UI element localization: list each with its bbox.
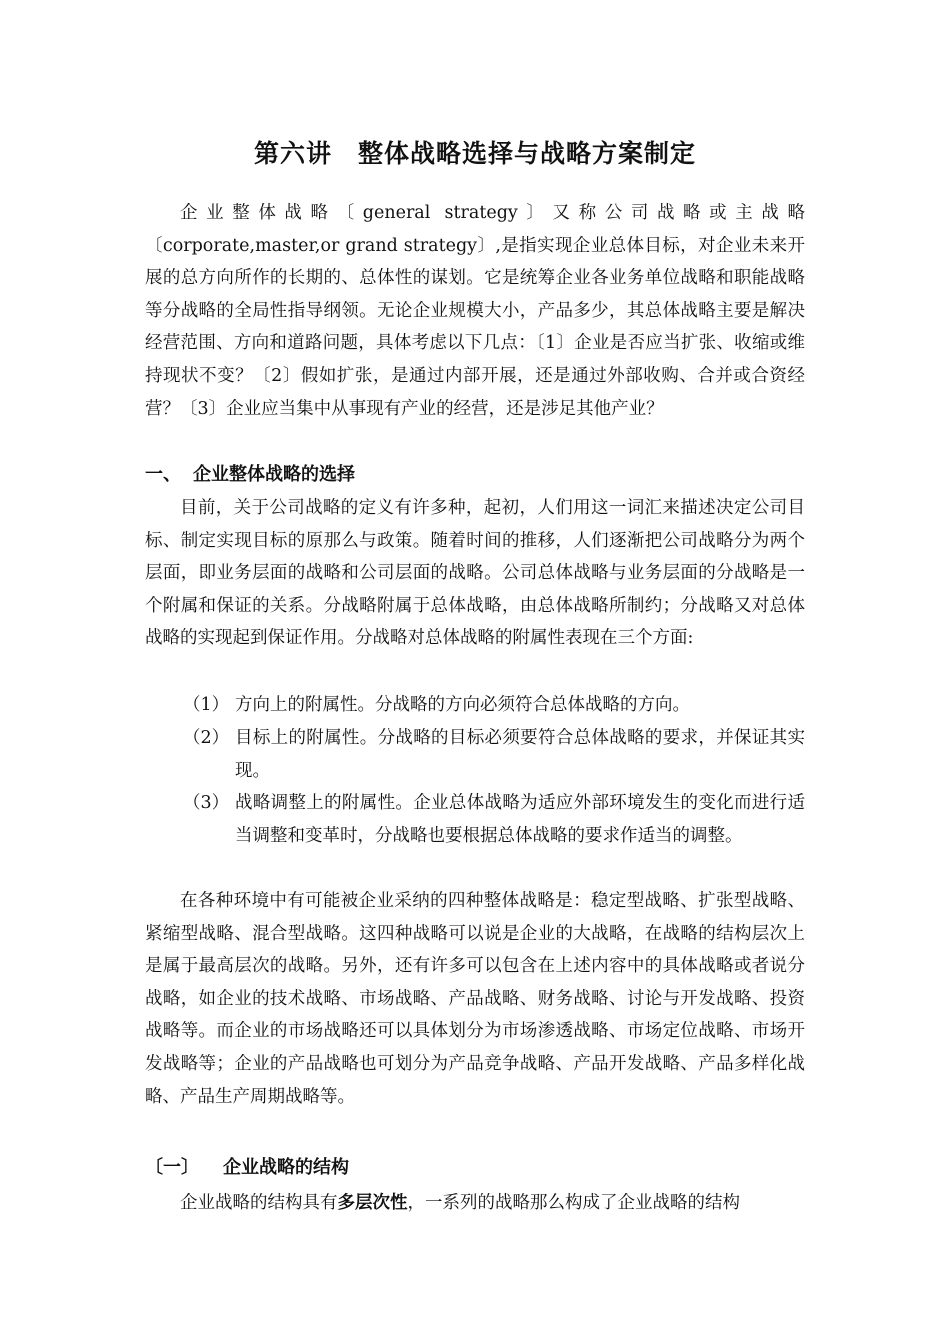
subsection-heading-1 bbox=[145, 1152, 805, 1184]
paragraph-text: ，一系列的战略那么构成了企业战略的结构 bbox=[407, 1193, 740, 1213]
section-title: 企业整体战略的选择 bbox=[193, 464, 355, 485]
list-marker: （1） bbox=[183, 695, 230, 715]
subsection-number: 〔一〕 bbox=[145, 1157, 199, 1178]
list-item bbox=[183, 787, 805, 852]
emphasis-text: 多层次性 bbox=[337, 1193, 408, 1213]
subsection-title: 企业战略的结构 bbox=[223, 1157, 349, 1178]
list-item-text: 战略调整上的附属性。企业总体战略为适应外部环境发生的变化而进行适当调整和变革时，分战略也要根据总体战略的要求作适当的调整。 bbox=[235, 793, 805, 846]
list-item bbox=[183, 722, 805, 787]
list-marker: （3） bbox=[183, 793, 230, 813]
section1-paragraph-1: 目前，关于公司战略的定义有许多种，起初，人们用这一词汇来描述决定公司目标、制定实现目标的原那么与政策。随着时间的推移，人们逐渐把公司战略分为两个层面，即业务层面的战略和公司层面的战略。公司总体战略与业务层面的分战略是一个附属和保证的关系。分战略附属于总体战略，由总体战略所制约；分战略又对总体战略的实现起到保证作用。分战略对总体战略的附属性表现在三个方面: bbox=[145, 498, 805, 649]
subsection1-paragraph bbox=[145, 1187, 805, 1220]
paragraph-text: 企业战略的结构具有 bbox=[180, 1193, 338, 1213]
list-item-text: 目标上的附属性。分战略的目标必须要符合总体战略的要求，并保证其实现。 bbox=[235, 728, 805, 781]
list-item-text: 方向上的附属性。分战略的方向必须符合总体战略的方向。 bbox=[235, 695, 690, 715]
list-item bbox=[183, 689, 805, 722]
section-heading-1 bbox=[145, 459, 805, 491]
page-title: 第六讲 整体战略选择与战略方案制定 bbox=[253, 139, 696, 168]
section1-paragraph-2: 在各种环境中有可能被企业采纳的四种整体战略是：稳定型战略、扩张型战略、紧缩型战略、混合型战略。这四种战略可以说是企业的大战略，在战略的结构层次上是属于最高层次的战略。另外，还有许多可以包含在上述内容中的具体战略或者说分战略，如企业的技术战略、市场战略、产品战略、财务战略、讨论与开发战略、投资战略等。而企业的市场战略还可以具体划分为市场渗透战略、市场定位战略、市场开发战略等；企业的产品战略也可划分为产品竞争战略、产品开发战略、产品多样化战略、产品生产周期战略等。 bbox=[145, 891, 805, 1107]
section-number: 一、 bbox=[145, 464, 181, 485]
intro-paragraph: 企业整体战略〔general strategy〕又称公司战略或主战略〔corporate,master,or grand strategy〕,是指实现企业总体目标，对企业未来开展的总方向所作的长期的、总体性的谋划。它是统筹企业各业务单位战略和职能战略等分战略的全局性指导纲领。无论企业规模大小，产品多少，其总体战略主要是解决经营范围、方向和道路问题，具体考虑以下几点：〔1〕企业是否应当扩张、收缩或维持现状不变？〔2〕假如扩张，是通过内部开展，还是通过外部收购、合并或合资经营？〔3〕企业应当集中从事现有产业的经营，还是涉足其他产业？ bbox=[145, 203, 805, 419]
list-marker: （2） bbox=[183, 728, 230, 748]
